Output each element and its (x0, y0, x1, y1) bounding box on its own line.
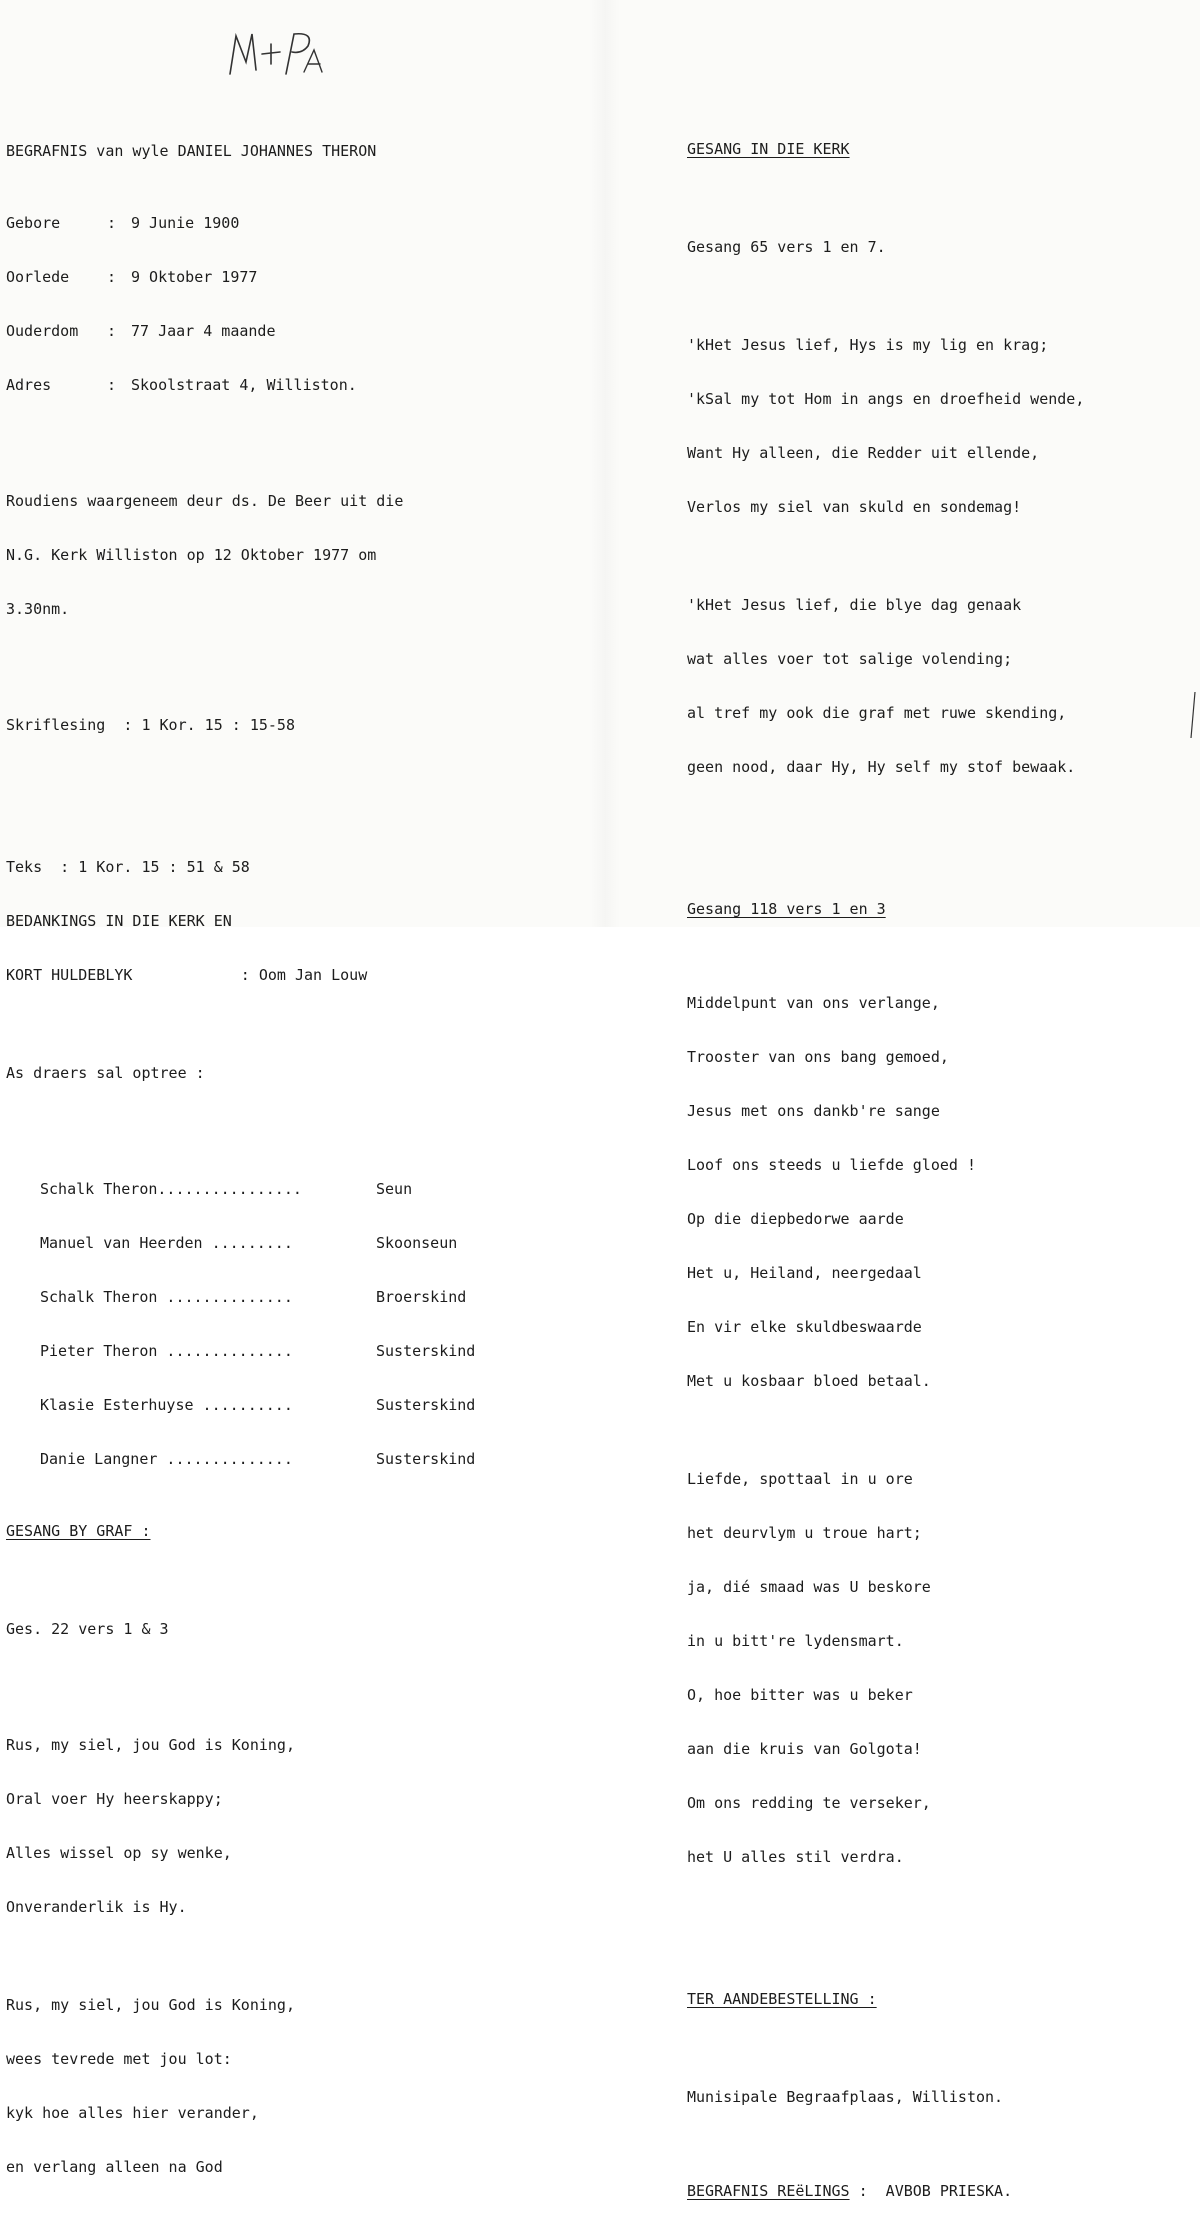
hymn-line: 'kHet Jesus lief, Hys is my lig en krag; (687, 336, 1049, 354)
hymn-line: wat alles voer tot salige volending; (687, 650, 1013, 668)
detail-label: Ouderdom (6, 322, 79, 340)
hymn-line: het deurvlym u troue hart; (687, 1524, 922, 1542)
hymn-line: Oral voer Hy heerskappy; (6, 1790, 223, 1808)
service-line: N.G. Kerk Williston op 12 Oktober 1977 om (6, 546, 377, 564)
handwritten-initials (222, 22, 332, 82)
bearer-relation: Susterskind (376, 1342, 476, 1360)
arrangements-label: BEGRAFNIS REëLINGS (687, 2182, 850, 2200)
bearer-name: Manuel van Heerden ......... (40, 1234, 293, 1252)
service-line: Roudiens waargeneem deur ds. De Beer uit die (6, 492, 404, 510)
hymn-line: geen nood, daar Hy, Hy self my stof bewaak. (687, 758, 1076, 776)
hymn-line: aan die kruis van Golgota! (687, 1740, 922, 1758)
spacer (687, 552, 1187, 560)
detail-value: 9 Junie 1900 (131, 214, 240, 232)
hymn-line: En vir elke skuldbeswaarde (687, 1318, 922, 1336)
service-line: 3.30nm. (6, 600, 70, 618)
bearer-relation: Susterskind (376, 1450, 476, 1468)
detail-separator: : (107, 214, 117, 232)
detail-value: 77 Jaar 4 maande (131, 322, 276, 340)
scripture-reading: Skriflesing : 1 Kor. 15 : 15-58 (6, 716, 295, 734)
bearer-name: Schalk Theron................ (40, 1180, 302, 1198)
spacer (687, 812, 1187, 820)
bearer-row (6, 1342, 566, 1360)
bearer-relation: Seun (376, 1180, 413, 1198)
edge-pen-mark (1190, 690, 1196, 740)
hymn-line: in u bitt're lydensmart. (687, 1632, 904, 1650)
hymn-line: O, hoe bitter was u beker (687, 1686, 913, 1704)
hymn-line: Jesus met ons dankb're sange (687, 1102, 940, 1120)
detail-separator: : (107, 268, 117, 286)
hymn-line: al tref my ook die graf met ruwe skending, (687, 704, 1067, 722)
hymn-line: Liefde, spottaal in u ore (687, 1470, 913, 1488)
bearer-row (6, 1288, 566, 1306)
hymn-line: het U alles stil verdra. (687, 1848, 904, 1866)
hymn-line: Rus, my siel, jou God is Koning, (6, 1736, 295, 1754)
grave-hymn-heading: GESANG BY GRAF : (6, 1522, 151, 1540)
detail-row (6, 322, 566, 340)
sermon-text: Teks : 1 Kor. 15 : 51 & 58 (6, 858, 250, 876)
hymn-line: ja, dié smaad was U beskore (687, 1578, 931, 1596)
hymn-line: Om ons redding te verseker, (687, 1794, 931, 1812)
hymn-line: Loof ons steeds u liefde gloed ! (687, 1156, 976, 1174)
bearer-row (6, 1450, 566, 1468)
hymn-line: wees tevrede met jou lot: (6, 2050, 232, 2068)
spacer (6, 1118, 566, 1126)
bearer-name: Pieter Theron .............. (40, 1342, 293, 1360)
spacer (6, 770, 566, 778)
hymn-line: 'kSal my tot Hom in angs en droefheid wende, (687, 390, 1085, 408)
bearer-row (6, 1180, 566, 1198)
spacer (687, 1946, 1187, 1954)
thanks-line: BEDANKINGS IN DIE KERK EN (6, 912, 232, 930)
bearer-relation: Skoonseun (376, 1234, 458, 1252)
spacer (687, 1902, 1187, 1910)
spacer (687, 2044, 1187, 2052)
funeral-title: BEGRAFNIS van wyle DANIEL JOHANNES THERON (6, 142, 377, 160)
detail-value: 9 Oktober 1977 (131, 268, 258, 286)
spacer (6, 1576, 566, 1584)
spacer (687, 856, 1187, 864)
hymn-line: Het u, Heiland, neergedaal (687, 1264, 922, 1282)
spacer (687, 954, 1187, 958)
hymn-line: Onveranderlik is Hy. (6, 1898, 187, 1916)
detail-row (6, 214, 566, 232)
spacer (687, 2142, 1187, 2146)
spacer (687, 1426, 1187, 1434)
spacer (6, 1952, 566, 1960)
hymn-line: Verlos my siel van skuld en sondemag! (687, 498, 1022, 516)
hymn-line: Op die diepbedorwe aarde (687, 1210, 904, 1228)
hymn-number: Gesang 118 vers 1 en 3 (687, 900, 886, 918)
spacer (6, 448, 566, 456)
bearer-relation: Susterskind (376, 1396, 476, 1414)
detail-row (6, 268, 566, 286)
burial-heading: TER AANDEBESTELLING : (687, 1990, 877, 2008)
spacer (6, 1674, 566, 1682)
bearer-row (6, 1396, 566, 1414)
right-column (687, 104, 1187, 2236)
hymn-line: Trooster van ons bang gemoed, (687, 1048, 949, 1066)
left-column (6, 106, 566, 2212)
bearer-name: Danie Langner .............. (40, 1450, 293, 1468)
hymn-line: Alles wissel op sy wenke, (6, 1844, 232, 1862)
grave-hymn-number: Ges. 22 vers 1 & 3 (6, 1620, 169, 1638)
detail-label: Oorlede (6, 268, 70, 286)
spacer (687, 194, 1187, 202)
bearer-name: Klasie Esterhuyse .......... (40, 1396, 293, 1414)
thanks-line: KORT HULDEBLYK : Oom Jan Louw (6, 966, 368, 984)
church-hymn-heading: GESANG IN DIE KERK (687, 140, 850, 158)
spacer (687, 292, 1187, 300)
bearer-name: Schalk Theron .............. (40, 1288, 293, 1306)
arrangements-value: : AVBOB PRIESKA. (849, 2182, 1013, 2200)
bearer-row (6, 1234, 566, 1252)
bearer-relation: Broerskind (376, 1288, 467, 1306)
spacer (6, 1020, 566, 1028)
hymn-line: Middelpunt van ons verlange, (687, 994, 940, 1012)
hymn-line: Want Hy alleen, die Redder uit ellende, (687, 444, 1040, 462)
spacer (6, 672, 566, 680)
detail-label: Adres (6, 376, 52, 394)
detail-separator: : (107, 376, 117, 394)
detail-separator: : (107, 322, 117, 340)
spacer (6, 814, 566, 822)
arrangements-line (687, 2182, 1187, 2200)
hymn-number: Gesang 65 vers 1 en 7. (687, 238, 886, 256)
detail-row (6, 376, 566, 394)
hymn-line: en verlang alleen na God (6, 2158, 223, 2176)
page-fold (590, 0, 620, 927)
burial-place: Munisipale Begraafplaas, Williston. (687, 2088, 1004, 2106)
hymn-line: kyk hoe alles hier verander, (6, 2104, 259, 2122)
hymn-line: Rus, my siel, jou God is Koning, (6, 1996, 295, 2014)
detail-value: Skoolstraat 4, Williston. (131, 376, 357, 394)
hymn-line: Met u kosbaar bloed betaal. (687, 1372, 931, 1390)
detail-label: Gebore (6, 214, 61, 232)
hymn-line: 'kHet Jesus lief, die blye dag genaak (687, 596, 1022, 614)
bearers-heading: As draers sal optree : (6, 1064, 205, 1082)
